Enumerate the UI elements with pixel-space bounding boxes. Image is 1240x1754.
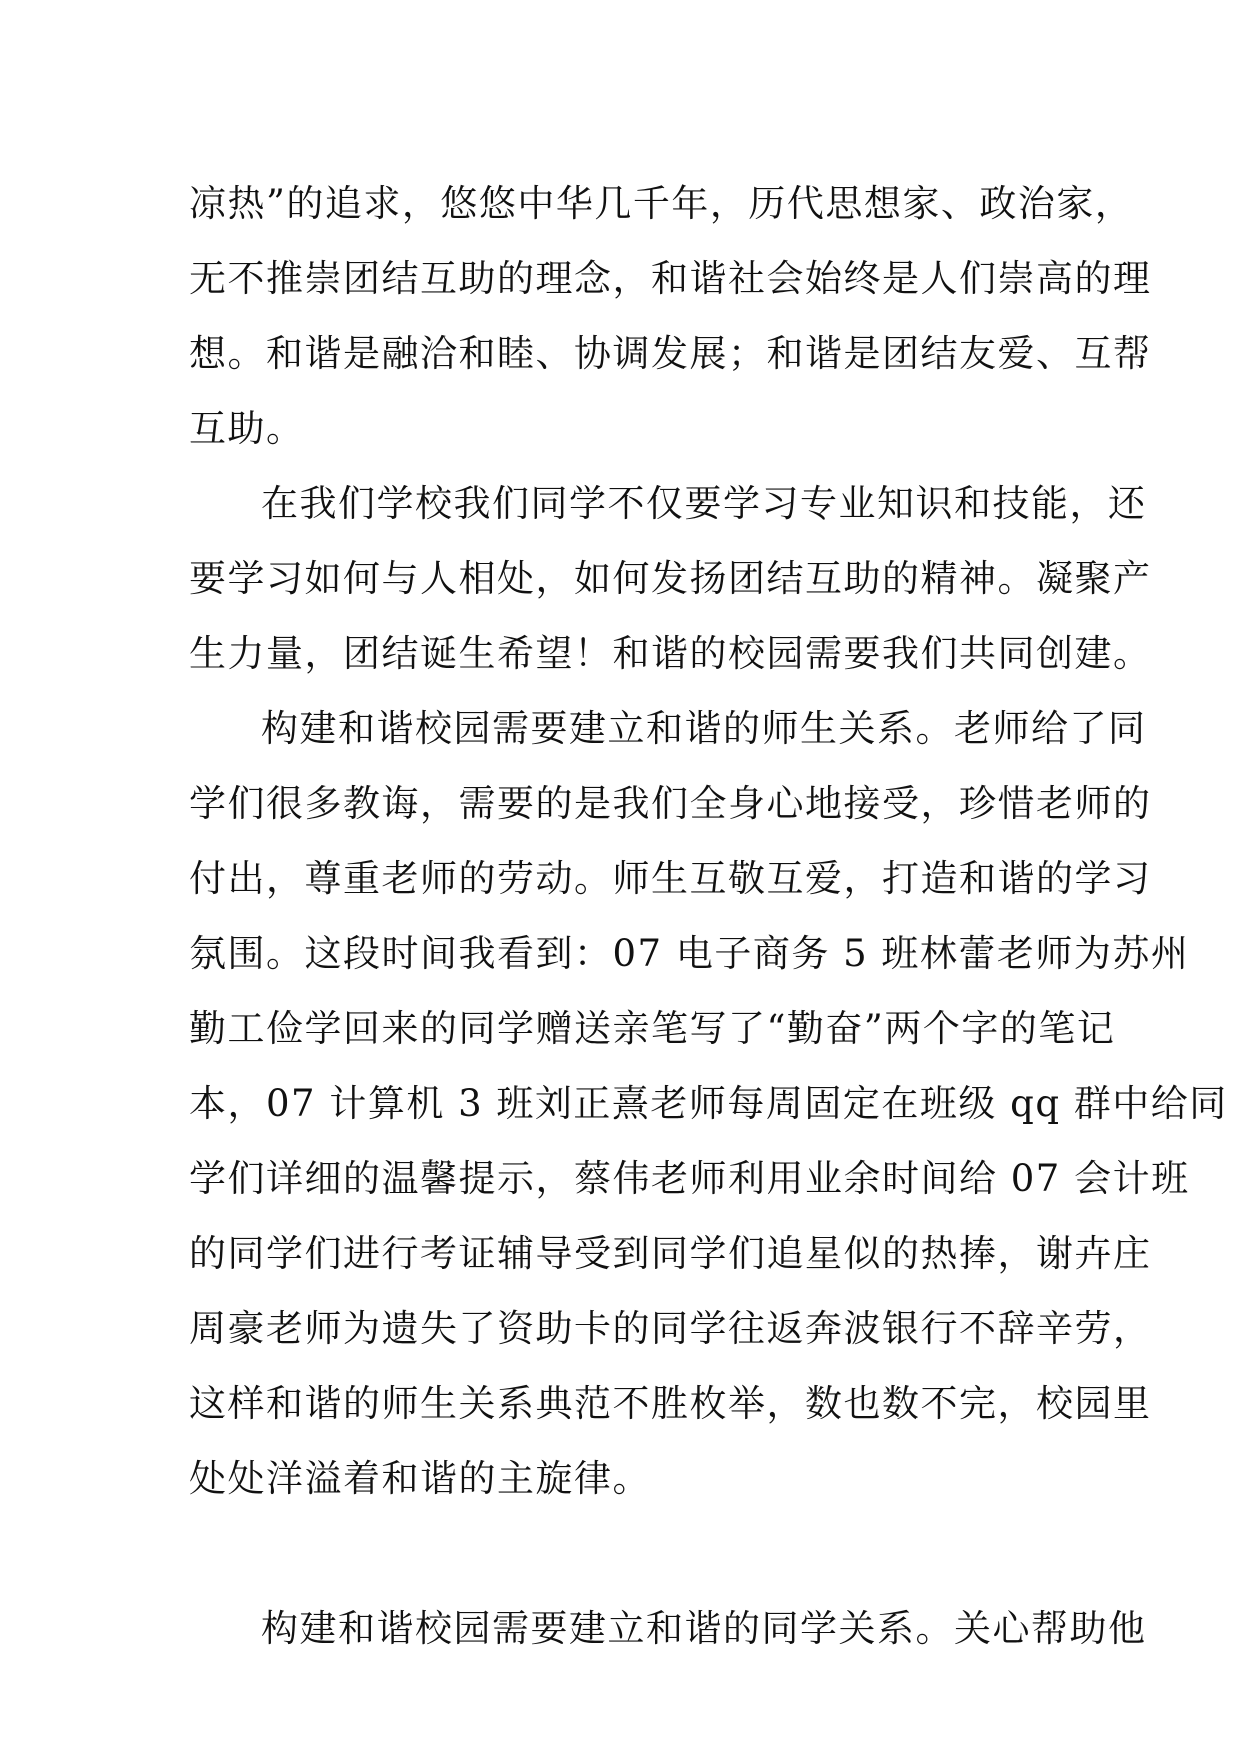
text-line: 这样和谐的师生关系典范不胜枚举，数也数不完，校园里 xyxy=(189,1382,1152,1425)
text-line: 勤工俭学回来的同学赠送亲笔写了“勤奋”两个字的笔记 xyxy=(189,1007,1116,1050)
paragraph xyxy=(189,466,1152,691)
text-line: 想。和谐是融洽和睦、协调发展；和谐是团结友爱、互帮 xyxy=(189,332,1152,375)
text-line: 凉热”的追求，悠悠中华几千年，历代思想家、政治家， xyxy=(189,182,1134,225)
text-line: 生力量，团结诞生希望！和谐的校园需要我们共同创建。 xyxy=(189,632,1152,675)
text-line xyxy=(189,1516,1059,1591)
paragraph xyxy=(189,691,1228,1591)
text-line: 学们很多教诲，需要的是我们全身心地接受，珍惜老师的 xyxy=(189,782,1152,825)
text-line: 的同学们进行考证辅导受到同学们追星似的热捧，谢卉庄 xyxy=(189,1232,1152,1275)
paragraph xyxy=(189,166,1152,466)
text-line: 无不推崇团结互助的理念，和谐社会始终是人们崇高的理 xyxy=(189,257,1152,300)
text-line: 构建和谐校园需要建立和谐的同学关系。关心帮助他 xyxy=(261,1607,1147,1650)
text-line: 付出，尊重老师的劳动。师生互敬互爱，打造和谐的学习 xyxy=(189,857,1152,900)
text-line: 周豪老师为遗失了资助卡的同学往返奔波银行不辞辛劳， xyxy=(189,1307,1152,1350)
document-body xyxy=(189,166,1228,1666)
text-line: 氛围。这段时间我看到：07 电子商务 5 班林蕾老师为苏州 xyxy=(189,932,1190,975)
text-line: 本，07 计算机 3 班刘正熹老师每周固定在班级 qq 群中给同 xyxy=(189,1082,1228,1125)
text-line: 处处洋溢着和谐的主旋律。 xyxy=(189,1457,651,1500)
text-line: 学们详细的温馨提示，蔡伟老师利用业余时间给 07 会计班 xyxy=(189,1157,1190,1200)
text-line: 要学习如何与人相处，如何发扬团结互助的精神。凝聚产 xyxy=(189,557,1152,600)
text-line: 构建和谐校园需要建立和谐的师生关系。老师给了同 xyxy=(261,707,1147,750)
text-line: 互助。 xyxy=(189,407,305,450)
text-line: 在我们学校我们同学不仅要学习专业知识和技能，还 xyxy=(261,482,1147,525)
paragraph xyxy=(189,1591,1147,1666)
